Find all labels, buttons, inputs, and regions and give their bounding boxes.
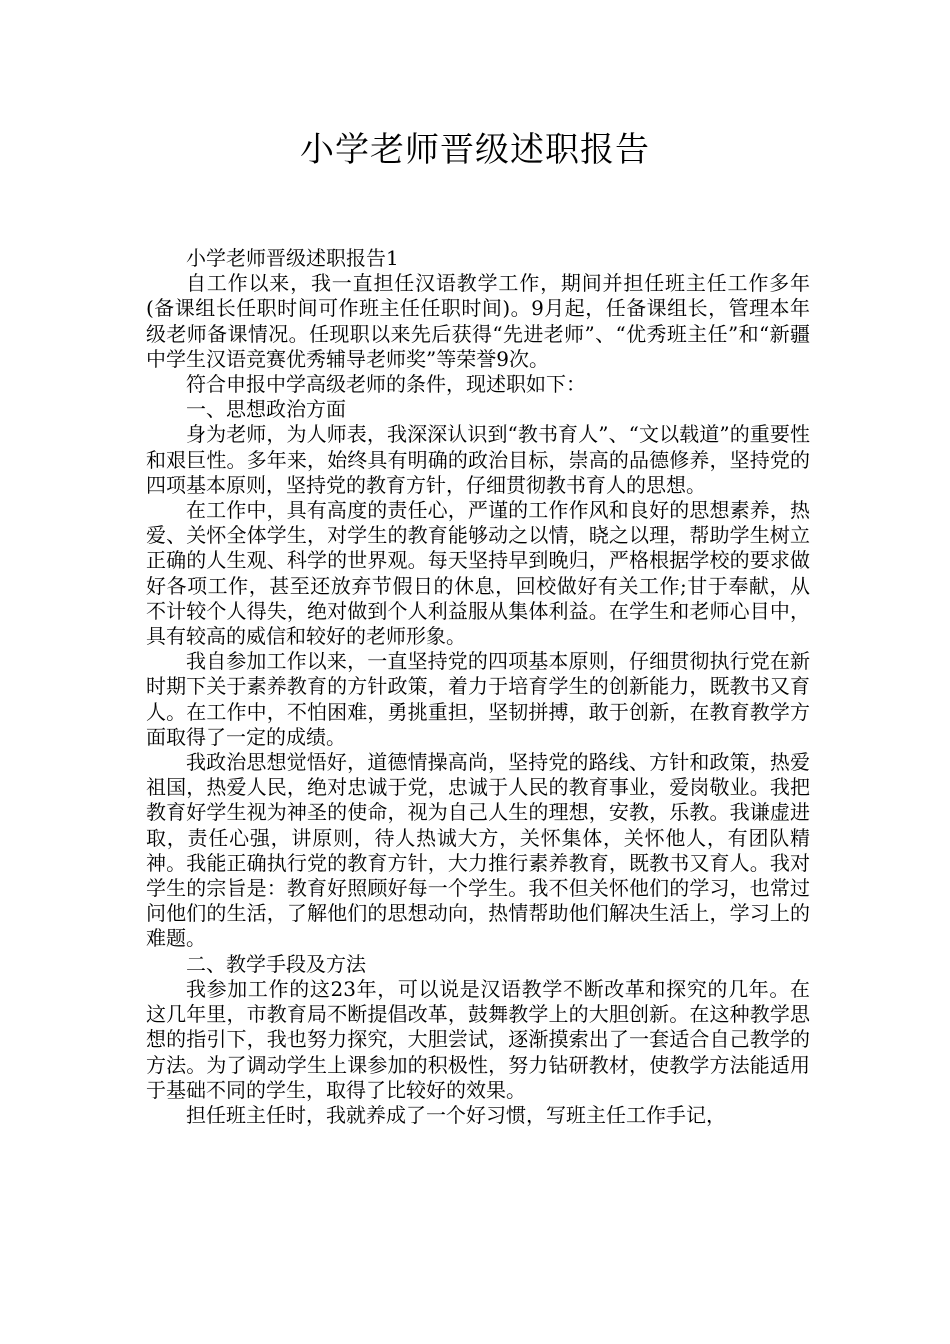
report-subtitle: 小学老师晋级述职报告1 — [186, 246, 399, 270]
document-body — [146, 246, 810, 1128]
paragraph-politics-4: 我政治思想觉悟好，道德情操高尚，坚持党的路线、方针和政策，热爱祖国，热爱人民，绝对忠诚于党，忠诚于人民的教育事业，爱岗敬业。我把教育好学生视为神圣的使命，视为自己人生的理想，安教，乐教。我谦虚进取，责任心强，讲原则，待人热诚大方，关怀集体，关怀他人，有团队精神。我能正确执行党的教育方针，大力推行素养教育，既教书又育人。我对学生的宗旨是：教育好照顾好每一个学生。我不但关怀他们的学习，也常过问他们的生活，了解他们的思想动向，热情帮助他们解决生活上，学习上的难题。 — [146, 750, 810, 951]
paragraph-teaching-2: 担任班主任时，我就养成了一个好习惯，写班主任工作手记， — [186, 1102, 726, 1127]
paragraph-intro: 自工作以来，我一直担任汉语教学工作，期间并担任班主任工作多年(备课组长任职时间可作班主任任职时间)。9月起，任备课组长，管理本年级老师备课情况。任现职以来先后获得“先进老师”、“优秀班主任”和“新疆中学生汉语竞赛优秀辅导老师奖”等荣誉9次。 — [146, 271, 810, 371]
paragraph-conditions: 符合申报中学高级老师的条件，现述职如下： — [186, 372, 586, 397]
document-title: 小学老师晋级述职报告 — [300, 130, 650, 170]
section-heading-teaching: 二、教学手段及方法 — [186, 951, 366, 976]
paragraph-teaching-1: 我参加工作的这23年，可以说是汉语教学不断改革和探究的几年。在这几年里，市教育局不断提倡改革，鼓舞教学上的大胆创新。在这种教学思想的指引下，我也努力探究，大胆尝试，逐渐摸索出了一套适合自己教学的方法。为了调动学生上课参加的积极性，努力钻研教材，使教学方法能适用于基础不同的学生，取得了比较好的效果。 — [146, 976, 810, 1102]
paragraph-politics-3: 我自参加工作以来，一直坚持党的四项基本原则，仔细贯彻执行党在新时期下关于素养教育的方针政策，着力于培育学生的创新能力，既教书又育人。在工作中，不怕困难，勇挑重担，坚韧拼搏，敢于创新，在教育教学方面取得了一定的成绩。 — [146, 649, 810, 749]
section-heading-politics: 一、思想政治方面 — [186, 397, 346, 422]
paragraph-politics-2: 在工作中，具有高度的责任心，严谨的工作作风和良好的思想素养，热爱、关怀全体学生，对学生的教育能够动之以情，晓之以理，帮助学生树立正确的人生观、科学的世界观。每天坚持早到晚归，严格根据学校的要求做好各项工作，甚至还放弃节假日的休息，回校做好有关工作;甘于奉献，从不计较个人得失，绝对做到个人利益服从集体利益。在学生和老师心目中，具有较高的威信和较好的老师形象。 — [146, 498, 810, 649]
paragraph-politics-1: 身为老师，为人师表，我深深认识到“教书育人”、“文以载道”的重要性和艰巨性。多年来，始终具有明确的政治目标，崇高的品德修养，坚持党的四项基本原则，坚持党的教育方针，仔细贯彻教书育人的思想。 — [146, 422, 810, 497]
